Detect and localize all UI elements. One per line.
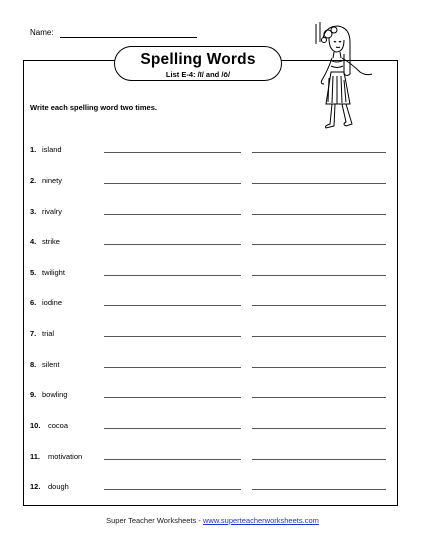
write-line-1[interactable] [104,214,241,215]
word-number: 11. [30,452,41,461]
word-row [30,268,390,282]
write-line-1[interactable] [104,336,241,337]
word-number: 4. [30,237,37,246]
spelling-word: twilight [42,268,65,277]
word-row [30,360,390,374]
word-number: 3. [30,207,37,216]
worksheet-title: Spelling Words [140,51,256,68]
footer [0,516,425,525]
spelling-word: rivalry [42,207,62,216]
word-row [30,329,390,343]
name-label: Name: [30,28,54,37]
word-number: 6. [30,298,37,307]
word-row [30,421,390,435]
word-row [30,298,390,312]
instructions-text: Write each spelling word two times. [30,103,157,112]
write-line-2[interactable] [252,397,386,398]
write-line-2[interactable] [252,214,386,215]
spelling-word: trial [42,329,55,338]
title-banner [114,46,282,81]
word-row [30,237,390,251]
write-line-1[interactable] [104,152,241,153]
spelling-word: strike [42,237,60,246]
word-row [30,207,390,221]
word-number: 12. [30,482,41,491]
write-line-2[interactable] [252,489,386,490]
name-blank-line[interactable] [60,37,197,38]
spelling-word: island [42,145,62,154]
write-line-1[interactable] [104,489,241,490]
hula-girl-illustration [306,14,384,136]
write-line-2[interactable] [252,336,386,337]
spelling-word: silent [42,360,60,369]
word-number: 5. [30,268,37,277]
spelling-word: iodine [42,298,63,307]
write-line-1[interactable] [104,367,241,368]
write-line-1[interactable] [104,275,241,276]
write-line-1[interactable] [104,183,241,184]
word-number: 1. [30,145,37,154]
word-row [30,390,390,404]
word-row [30,452,390,466]
list-subtitle: List E-4: /ī/ and /ō/ [165,70,231,79]
word-number: 7. [30,329,37,338]
word-row [30,145,390,159]
write-line-1[interactable] [104,428,241,429]
write-line-2[interactable] [252,367,386,368]
spelling-word: motivation [48,452,83,461]
spelling-word: bowling [42,390,68,399]
write-line-2[interactable] [252,152,386,153]
word-number: 10. [30,421,41,430]
name-field [30,28,54,37]
write-line-1[interactable] [104,244,241,245]
spelling-word: cocoa [48,421,69,430]
write-line-2[interactable] [252,275,386,276]
footer-text: Super Teacher Worksheets - [106,516,203,525]
spelling-word: ninety [42,176,63,185]
footer-link[interactable]: www.superteacherworksheets.com [202,516,319,525]
spelling-word: dough [48,482,69,491]
write-line-1[interactable] [104,305,241,306]
word-number: 2. [30,176,37,185]
word-row [30,482,390,496]
write-line-2[interactable] [252,428,386,429]
write-line-2[interactable] [252,459,386,460]
write-line-1[interactable] [104,397,241,398]
word-number: 8. [30,360,37,369]
write-line-2[interactable] [252,305,386,306]
word-number: 9. [30,390,37,399]
write-line-2[interactable] [252,183,386,184]
word-row [30,176,390,190]
write-line-1[interactable] [104,459,241,460]
write-line-2[interactable] [252,244,386,245]
